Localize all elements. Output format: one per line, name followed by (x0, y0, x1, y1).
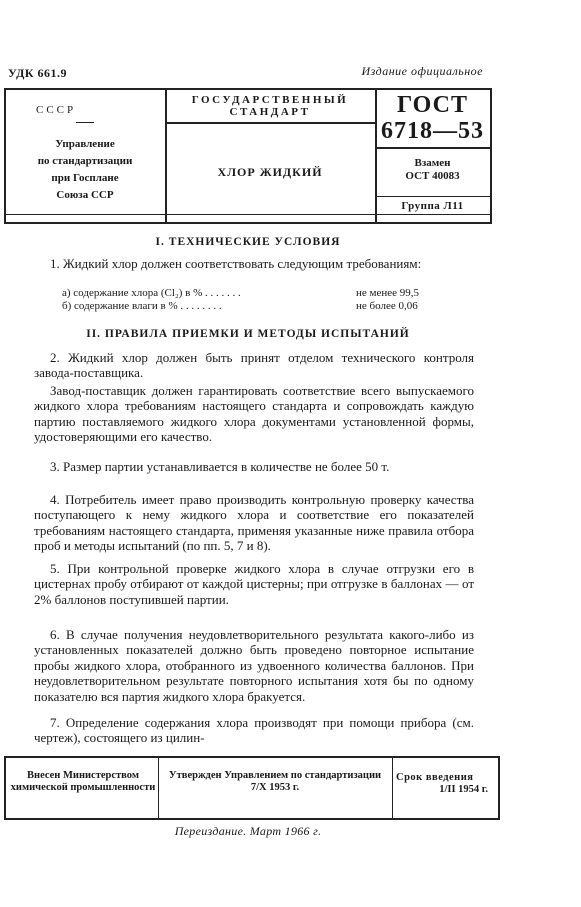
divider (76, 122, 94, 123)
paragraph-text: 7. Определение содержания хлора производят при помощи прибора (см. чертеж), состоящего из цилин- (34, 715, 474, 746)
replaces-label: Взамен (414, 157, 451, 169)
gost-number: 6718—53 (381, 118, 484, 144)
requirement-value: не более 0,06 (356, 300, 418, 312)
reprint-note: Переиздание. Март 1966 г. (174, 824, 322, 838)
paragraph (34, 383, 474, 445)
paragraph-text: 2. Жидкий хлор должен быть принят отделом технического контроля завода-поставщика. (34, 350, 474, 381)
issuing-organization (14, 136, 156, 204)
approved-by: Утвержден Управлением по стандартизации 7/X 1953 г. (168, 770, 382, 793)
divider (375, 196, 490, 197)
requirement-value: не менее 99,5 (356, 287, 420, 299)
approval-footer-block (4, 756, 500, 820)
paragraph (34, 561, 474, 607)
country-label: СССР (36, 104, 77, 116)
paragraph (34, 256, 474, 271)
effective-date (396, 772, 500, 796)
divider (375, 147, 490, 149)
paragraph (34, 715, 474, 746)
replaces-info (375, 157, 490, 183)
divider (158, 758, 159, 818)
document-title: ХЛОР ЖИДКИЙ (217, 165, 323, 179)
udk-code: УДК 661.9 (8, 66, 68, 80)
divider (165, 122, 375, 124)
paragraph (34, 492, 474, 554)
introduced-by: Внесен Министерством химической промышленности (10, 770, 156, 793)
paragraph-text: 1. Жидкий хлор должен соответствовать следующим требованиям: (50, 256, 422, 271)
standard-type-line: ГОСУДАРСТВЕННЫЙ (191, 94, 349, 106)
paragraph-text: Завод-поставщик должен гарантировать соответствие всего выпускаемого жидкого хлора требованиям настоящего стандарта и сопровождать каждую партию поставляемого жидкого хлора документами установленной формы, удостоверяющими его качество. (34, 383, 474, 445)
standard-type (165, 94, 375, 118)
section-title: II. ПРАВИЛА ПРИЕМКИ И МЕТОДЫ ИСПЫТАНИЙ (86, 328, 410, 340)
paragraph (34, 350, 474, 381)
standard-header-block (4, 88, 492, 224)
divider (6, 214, 490, 215)
effective-date-value: 1/II 1954 г. (439, 784, 488, 795)
standard-type-line: СТАНДАРТ (229, 106, 311, 118)
requirement-label: б) содержание влаги в % . . . . . . . . (62, 300, 222, 312)
divider (392, 758, 393, 818)
effective-date-label: Срок введения (396, 772, 474, 783)
paragraph-text: 5. При контрольной проверке жидкого хлора в случае отгрузки его в цистернах пробу отбирают от каждой цистерны; при отгрузке в баллонах — от 2% баллонов поступившей партии. (34, 561, 474, 607)
org-line: Союза ССР (56, 189, 114, 201)
paragraph (34, 459, 474, 474)
gost-code (375, 92, 490, 144)
org-line: по стандартизации (37, 155, 133, 167)
replaces-value: ОСТ 40083 (405, 170, 460, 182)
requirement-label: а) содержание хлора (Cl₂) в % . . . . . . . (62, 287, 241, 299)
paragraph (34, 627, 474, 704)
paragraph-text: 3. Размер партии устанавливается в количестве не более 50 т. (50, 459, 390, 474)
paragraph-text: 6. В случае получения неудовлетворительного результата какого-либо из установленных показателей должно быть проведено повторное испытание пробы жидкого хлора, отобранного из удвоенного количества баллонов. При неудовлетворительном результате повторного испытания хотя бы по одному показателю вся партия жидкого хлора бракуется. (34, 627, 474, 704)
org-line: Управление (55, 138, 115, 150)
edition-label: Издание официальное (361, 64, 483, 78)
gost-label: ГОСТ (397, 92, 468, 118)
org-line: при Госплане (51, 172, 119, 184)
group-code: Группа Л11 (401, 200, 464, 212)
paragraph-text: 4. Потребитель имеет право производить контрольную проверку качества поступающего к нему жидкого хлора и соответствие его показателей требованиям настоящего стандарта, применяя указанные ниже правила отбора проб и методы испытаний (по пп. 5, 7 и 8). (34, 492, 474, 554)
section-title: I. ТЕХНИЧЕСКИЕ УСЛОВИЯ (155, 236, 341, 248)
